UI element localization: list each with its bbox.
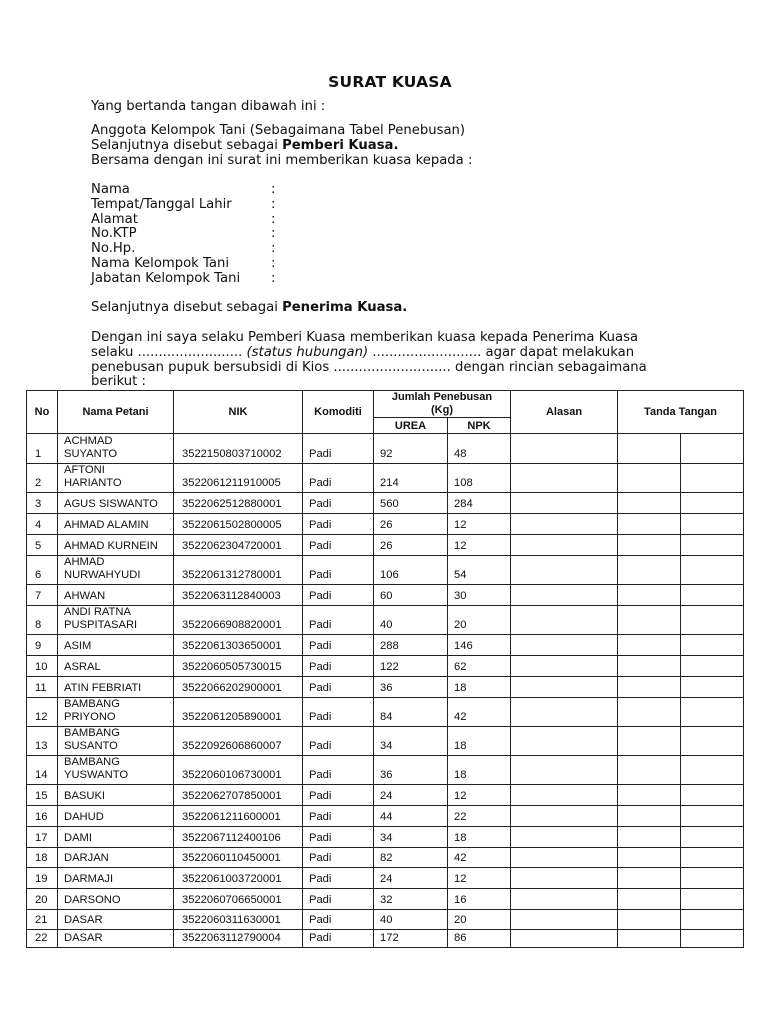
- cell-tanda-tangan-2[interactable]: [681, 727, 744, 756]
- kuasa-line-4: berikut :: [91, 374, 146, 389]
- cell-no: 15: [27, 785, 58, 806]
- cell-npk: 20: [448, 910, 511, 930]
- cell-no: 18: [27, 848, 58, 868]
- header-nama-petani: Nama Petani: [58, 391, 174, 434]
- cell-no: 8: [27, 606, 58, 635]
- cell-no: 1: [27, 434, 58, 464]
- cell-urea: 44: [374, 806, 448, 827]
- table-row: [27, 606, 744, 635]
- cell-nama-petani: [58, 556, 174, 585]
- cell-nik: 3522061211910005: [174, 464, 303, 493]
- cell-no: 17: [27, 827, 58, 848]
- header-npk: NPK: [448, 418, 511, 434]
- cell-alasan[interactable]: [511, 464, 618, 493]
- cell-tanda-tangan-1[interactable]: [618, 930, 681, 948]
- cell-komoditi: Padi: [303, 698, 374, 727]
- table-row: [27, 677, 744, 698]
- cell-komoditi: Padi: [303, 910, 374, 930]
- cell-komoditi: Padi: [303, 677, 374, 698]
- cell-komoditi: Padi: [303, 827, 374, 848]
- cell-nama-petani: [58, 756, 174, 785]
- cell-nama-petani: [58, 727, 174, 756]
- nama-line-1: ANDI RATNA: [64, 606, 131, 618]
- cell-tanda-tangan-1[interactable]: [618, 827, 681, 848]
- cell-tanda-tangan-1[interactable]: [618, 756, 681, 785]
- cell-urea: 122: [374, 656, 448, 677]
- cell-nik: 3522060505730015: [174, 656, 303, 677]
- nama-line-2: ASIM: [64, 640, 92, 652]
- kuasa-line-2-post: .......................... agar dapat melakukan: [368, 345, 635, 360]
- table-row: [27, 756, 744, 785]
- cell-komoditi: Padi: [303, 493, 374, 514]
- cell-nama-petani: [58, 827, 174, 848]
- cell-alasan[interactable]: [511, 868, 618, 889]
- nama-line-2: DASAR: [64, 932, 103, 944]
- cell-tanda-tangan-1[interactable]: [618, 464, 681, 493]
- cell-nama-petani: [58, 585, 174, 606]
- cell-nama-petani: [58, 635, 174, 656]
- cell-nik: 3522061205890001: [174, 698, 303, 727]
- cell-no: 5: [27, 535, 58, 556]
- nama-line-2: DAMI: [64, 832, 92, 844]
- cell-nama-petani: [58, 930, 174, 948]
- field-colon: :: [271, 241, 276, 257]
- cell-urea: 172: [374, 930, 448, 948]
- cell-nik: 3522062512880001: [174, 493, 303, 514]
- cell-tanda-tangan-1[interactable]: [618, 434, 681, 464]
- cell-no: 10: [27, 656, 58, 677]
- cell-nama-petani: [58, 656, 174, 677]
- cell-alasan[interactable]: [511, 806, 618, 827]
- table-row: [27, 493, 744, 514]
- cell-nama-petani: [58, 434, 174, 464]
- cell-alasan[interactable]: [511, 514, 618, 535]
- cell-npk: 62: [448, 656, 511, 677]
- cell-tanda-tangan-1[interactable]: [618, 806, 681, 827]
- cell-nik: 3522062304720001: [174, 535, 303, 556]
- cell-tanda-tangan-1[interactable]: [618, 910, 681, 930]
- nama-line-2: AHMAD KURNEIN: [64, 540, 158, 552]
- cell-urea: 24: [374, 785, 448, 806]
- nama-line-2: DARMAJI: [64, 873, 114, 885]
- table-row: [27, 806, 744, 827]
- cell-no: 3: [27, 493, 58, 514]
- nama-line-1: AFTONI: [64, 464, 105, 476]
- cell-tanda-tangan-1[interactable]: [618, 785, 681, 806]
- nama-line-2: ASRAL: [64, 661, 101, 673]
- kuasa-line-1: Dengan ini saya selaku Pemberi Kuasa memberikan kuasa kepada Penerima Kuasa: [91, 330, 639, 345]
- nama-line-2: NURWAHYUDI: [64, 569, 141, 581]
- table-body: [27, 434, 744, 948]
- table-row: [27, 434, 744, 464]
- cell-komoditi: Padi: [303, 727, 374, 756]
- nama-line-1: AHMAD: [64, 556, 105, 568]
- table-row: [27, 930, 744, 948]
- nama-line-2: SUSANTO: [64, 740, 118, 752]
- cell-tanda-tangan-2[interactable]: [681, 827, 744, 848]
- field-colon: :: [271, 211, 276, 227]
- field-label: No.KTP: [91, 226, 137, 242]
- field-label: Jabatan Kelompok Tani: [91, 270, 241, 286]
- cell-npk: 146: [448, 635, 511, 656]
- cell-urea: 214: [374, 464, 448, 493]
- cell-nik: 3522061502800005: [174, 514, 303, 535]
- cell-npk: 12: [448, 535, 511, 556]
- cell-alasan[interactable]: [511, 698, 618, 727]
- cell-tanda-tangan-2[interactable]: [681, 785, 744, 806]
- table-row: [27, 785, 744, 806]
- cell-nik: 3522063112840003: [174, 585, 303, 606]
- cell-urea: 32: [374, 889, 448, 910]
- cell-komoditi: Padi: [303, 785, 374, 806]
- pemberi-line-2: [91, 138, 398, 153]
- cell-tanda-tangan-1[interactable]: [618, 514, 681, 535]
- cell-komoditi: Padi: [303, 635, 374, 656]
- nama-line-2: AGUS SISWANTO: [64, 498, 158, 510]
- document-title: SURAT KUASA: [328, 73, 452, 91]
- cell-tanda-tangan-2[interactable]: [681, 656, 744, 677]
- nama-line-1: BAMBANG: [64, 727, 120, 739]
- cell-tanda-tangan-2[interactable]: [681, 868, 744, 889]
- field-colon: :: [271, 270, 276, 286]
- field-colon: :: [271, 196, 276, 212]
- cell-npk: 42: [448, 698, 511, 727]
- cell-alasan[interactable]: [511, 727, 618, 756]
- cell-no: 14: [27, 756, 58, 785]
- pemberi-kuasa-label: Pemberi Kuasa.: [282, 138, 399, 153]
- field-label: Tempat/Tanggal Lahir: [91, 196, 232, 212]
- cell-urea: 26: [374, 535, 448, 556]
- cell-nama-petani: [58, 889, 174, 910]
- cell-npk: 30: [448, 585, 511, 606]
- cell-urea: 106: [374, 556, 448, 585]
- field-colon: :: [271, 182, 276, 197]
- cell-npk: 108: [448, 464, 511, 493]
- cell-komoditi: Padi: [303, 556, 374, 585]
- cell-urea: 34: [374, 827, 448, 848]
- cell-tanda-tangan-2[interactable]: [681, 556, 744, 585]
- cell-tanda-tangan-2[interactable]: [681, 930, 744, 948]
- cell-tanda-tangan-1[interactable]: [618, 656, 681, 677]
- cell-alasan[interactable]: [511, 756, 618, 785]
- header-alasan: Alasan: [511, 391, 618, 434]
- cell-komoditi: Padi: [303, 806, 374, 827]
- header-urea: UREA: [374, 418, 448, 434]
- cell-no: 19: [27, 868, 58, 889]
- cell-komoditi: Padi: [303, 756, 374, 785]
- cell-npk: 18: [448, 756, 511, 785]
- cell-nik: 3522063112790004: [174, 930, 303, 948]
- field-label: Nama: [91, 182, 130, 197]
- header-komoditi: Komoditi: [303, 391, 374, 434]
- cell-komoditi: Padi: [303, 535, 374, 556]
- cell-nama-petani: [58, 698, 174, 727]
- cell-tanda-tangan-2[interactable]: [681, 806, 744, 827]
- nama-line-2: DARSONO: [64, 894, 121, 906]
- cell-no: 7: [27, 585, 58, 606]
- cell-komoditi: Padi: [303, 868, 374, 889]
- nama-line-2: PUSPITASARI: [64, 619, 138, 631]
- cell-alasan[interactable]: [511, 493, 618, 514]
- cell-tanda-tangan-1[interactable]: [618, 556, 681, 585]
- cell-npk: 284: [448, 493, 511, 514]
- cell-tanda-tangan-1[interactable]: [618, 727, 681, 756]
- cell-nama-petani: [58, 677, 174, 698]
- cell-npk: 48: [448, 434, 511, 464]
- cell-tanda-tangan-1[interactable]: [618, 698, 681, 727]
- cell-alasan[interactable]: [511, 434, 618, 464]
- cell-no: 11: [27, 677, 58, 698]
- cell-npk: 18: [448, 727, 511, 756]
- nama-line-2: AHWAN: [64, 590, 106, 602]
- table-row: [27, 464, 744, 493]
- cell-nik: 3522061312780001: [174, 556, 303, 585]
- nama-line-2: YUSWANTO: [64, 769, 129, 781]
- pemberi-line-1: Anggota Kelompok Tani (Sebagaimana Tabel Penebusan): [91, 123, 466, 138]
- cell-alasan[interactable]: [511, 848, 618, 868]
- table-row: [27, 827, 744, 848]
- cell-nik: 3522067112400106: [174, 827, 303, 848]
- table-row: [27, 585, 744, 606]
- cell-urea: 92: [374, 434, 448, 464]
- cell-urea: 84: [374, 698, 448, 727]
- nama-line-2: HARIANTO: [64, 477, 122, 489]
- cell-komoditi: Padi: [303, 889, 374, 910]
- cell-tanda-tangan-2[interactable]: [681, 635, 744, 656]
- nama-line-2: DASAR: [64, 914, 103, 926]
- cell-alasan[interactable]: [511, 635, 618, 656]
- nama-line-2: DARJAN: [64, 852, 109, 864]
- cell-tanda-tangan-2[interactable]: [681, 434, 744, 464]
- cell-alasan[interactable]: [511, 930, 618, 948]
- cell-nik: 3522060311630001: [174, 910, 303, 930]
- cell-nama-petani: [58, 606, 174, 635]
- cell-nama-petani: [58, 493, 174, 514]
- table-row: [27, 535, 744, 556]
- cell-komoditi: Padi: [303, 585, 374, 606]
- cell-npk: 18: [448, 677, 511, 698]
- cell-alasan[interactable]: [511, 606, 618, 635]
- cell-alasan[interactable]: [511, 677, 618, 698]
- cell-npk: 12: [448, 514, 511, 535]
- field-label: Alamat: [91, 211, 138, 227]
- cell-no: 2: [27, 464, 58, 493]
- cell-nik: 3522092606860007: [174, 727, 303, 756]
- cell-no: 9: [27, 635, 58, 656]
- cell-tanda-tangan-2[interactable]: [681, 677, 744, 698]
- cell-nik: 3522061003720001: [174, 868, 303, 889]
- header-nik: NIK: [174, 391, 303, 434]
- intro-text: Yang bertanda tangan dibawah ini :: [91, 99, 326, 114]
- pemberi-line-2-text: Selanjutnya disebut sebagai: [91, 138, 283, 153]
- cell-tanda-tangan-2[interactable]: [681, 535, 744, 556]
- cell-no: 21: [27, 910, 58, 930]
- cell-alasan[interactable]: [511, 889, 618, 910]
- cell-tanda-tangan-1[interactable]: [618, 493, 681, 514]
- cell-alasan[interactable]: [511, 910, 618, 930]
- nama-line-2: ATIN FEBRIATI: [64, 682, 142, 694]
- field-label: No.Hp.: [91, 241, 136, 257]
- nama-line-1: ACHMAD: [64, 435, 113, 447]
- cell-tanda-tangan-1[interactable]: [618, 889, 681, 910]
- cell-urea: 26: [374, 514, 448, 535]
- cell-komoditi: Padi: [303, 930, 374, 948]
- cell-npk: 86: [448, 930, 511, 948]
- cell-nik: 3522061303650001: [174, 635, 303, 656]
- cell-no: 20: [27, 889, 58, 910]
- cell-nik: 3522062707850001: [174, 785, 303, 806]
- penerima-kuasa-label: Penerima Kuasa.: [282, 300, 408, 315]
- header-tanda-tangan: Tanda Tangan: [618, 391, 744, 434]
- cell-urea: 60: [374, 585, 448, 606]
- penebusan-table: [26, 390, 744, 948]
- cell-alasan[interactable]: [511, 656, 618, 677]
- cell-tanda-tangan-2[interactable]: [681, 493, 744, 514]
- cell-nik: 3522150803710002: [174, 434, 303, 464]
- cell-tanda-tangan-2[interactable]: [681, 606, 744, 635]
- cell-nik: 3522066908820001: [174, 606, 303, 635]
- cell-tanda-tangan-1[interactable]: [618, 635, 681, 656]
- penerima-line-text: Selanjutnya disebut sebagai: [91, 300, 283, 315]
- status-hubungan-placeholder: (status hubungan): [246, 345, 369, 360]
- cell-komoditi: Padi: [303, 848, 374, 868]
- cell-npk: 22: [448, 806, 511, 827]
- cell-nama-petani: [58, 868, 174, 889]
- cell-urea: 36: [374, 677, 448, 698]
- cell-npk: 42: [448, 848, 511, 868]
- cell-no: 16: [27, 806, 58, 827]
- cell-tanda-tangan-2[interactable]: [681, 889, 744, 910]
- cell-tanda-tangan-1[interactable]: [618, 677, 681, 698]
- cell-tanda-tangan-1[interactable]: [618, 585, 681, 606]
- field-label: Nama Kelompok Tani: [91, 256, 229, 271]
- cell-alasan[interactable]: [511, 785, 618, 806]
- cell-nik: 3522061211600001: [174, 806, 303, 827]
- table-row: [27, 889, 744, 910]
- nama-line-1: BAMBANG: [64, 756, 120, 768]
- cell-nama-petani: [58, 785, 174, 806]
- cell-nik: 3522060110450001: [174, 848, 303, 868]
- nama-line-1: BAMBANG: [64, 698, 120, 710]
- cell-npk: 12: [448, 868, 511, 889]
- cell-no: 6: [27, 556, 58, 585]
- cell-tanda-tangan-1[interactable]: [618, 606, 681, 635]
- cell-tanda-tangan-2[interactable]: [681, 756, 744, 785]
- field-colon: :: [271, 256, 276, 271]
- cell-tanda-tangan-1[interactable]: [618, 535, 681, 556]
- cell-nama-petani: [58, 806, 174, 827]
- table-row: [27, 698, 744, 727]
- cell-alasan[interactable]: [511, 556, 618, 585]
- cell-alasan[interactable]: [511, 535, 618, 556]
- cell-nik: 3522060106730001: [174, 756, 303, 785]
- nama-line-2: DAHUD: [64, 811, 104, 823]
- header-no: No: [27, 391, 58, 434]
- cell-komoditi: Padi: [303, 514, 374, 535]
- cell-tanda-tangan-2[interactable]: [681, 585, 744, 606]
- cell-no: 13: [27, 727, 58, 756]
- nama-line-2: SUYANTO: [64, 448, 118, 460]
- table-row: [27, 868, 744, 889]
- cell-npk: 12: [448, 785, 511, 806]
- cell-nama-petani: [58, 535, 174, 556]
- cell-npk: 16: [448, 889, 511, 910]
- table-row: [27, 727, 744, 756]
- nama-line-2: PRIYONO: [64, 711, 116, 723]
- penerima-line: [91, 300, 407, 315]
- cell-komoditi: Padi: [303, 606, 374, 635]
- cell-urea: 288: [374, 635, 448, 656]
- table-row: [27, 910, 744, 930]
- cell-nama-petani: [58, 514, 174, 535]
- nama-line-2: AHMAD ALAMIN: [64, 519, 149, 531]
- cell-urea: 82: [374, 848, 448, 868]
- table-row: [27, 848, 744, 868]
- cell-no: 22: [27, 930, 58, 948]
- cell-nama-petani: [58, 848, 174, 868]
- cell-alasan[interactable]: [511, 827, 618, 848]
- table-row: [27, 556, 744, 585]
- cell-alasan[interactable]: [511, 585, 618, 606]
- cell-nik: 3522060706650001: [174, 889, 303, 910]
- field-colon: :: [271, 226, 276, 242]
- cell-nik: 3522066202900001: [174, 677, 303, 698]
- cell-urea: 40: [374, 606, 448, 635]
- cell-tanda-tangan-1[interactable]: [618, 848, 681, 868]
- kuasa-line-2: [91, 345, 634, 360]
- cell-tanda-tangan-2[interactable]: [681, 514, 744, 535]
- cell-no: 4: [27, 514, 58, 535]
- cell-npk: 54: [448, 556, 511, 585]
- cell-nama-petani: [58, 910, 174, 930]
- cell-tanda-tangan-2[interactable]: [681, 698, 744, 727]
- cell-urea: 34: [374, 727, 448, 756]
- cell-urea: 40: [374, 910, 448, 930]
- cell-no: 12: [27, 698, 58, 727]
- table-row: [27, 514, 744, 535]
- table-row: [27, 656, 744, 677]
- cell-komoditi: Padi: [303, 434, 374, 464]
- cell-nama-petani: [58, 464, 174, 493]
- header-jumlah-penebusan: Jumlah Penebusan (Kg): [374, 391, 511, 418]
- kuasa-line-3: penebusan pupuk bersubsidi di Kios ............................ dengan rincian sebagaimana: [91, 360, 647, 375]
- cell-tanda-tangan-2[interactable]: [681, 910, 744, 930]
- cell-komoditi: Padi: [303, 656, 374, 677]
- cell-urea: 560: [374, 493, 448, 514]
- cell-tanda-tangan-2[interactable]: [681, 848, 744, 868]
- kuasa-line-2-pre: selaku .........................: [91, 345, 247, 360]
- table-row: [27, 635, 744, 656]
- cell-urea: 36: [374, 756, 448, 785]
- cell-urea: 24: [374, 868, 448, 889]
- nama-line-2: BASUKI: [64, 790, 106, 802]
- cell-npk: 18: [448, 827, 511, 848]
- cell-npk: 20: [448, 606, 511, 635]
- cell-tanda-tangan-1[interactable]: [618, 868, 681, 889]
- cell-komoditi: Padi: [303, 464, 374, 493]
- pemberi-line-3: Bersama dengan ini surat ini memberikan kuasa kepada :: [91, 153, 473, 168]
- cell-tanda-tangan-2[interactable]: [681, 464, 744, 493]
